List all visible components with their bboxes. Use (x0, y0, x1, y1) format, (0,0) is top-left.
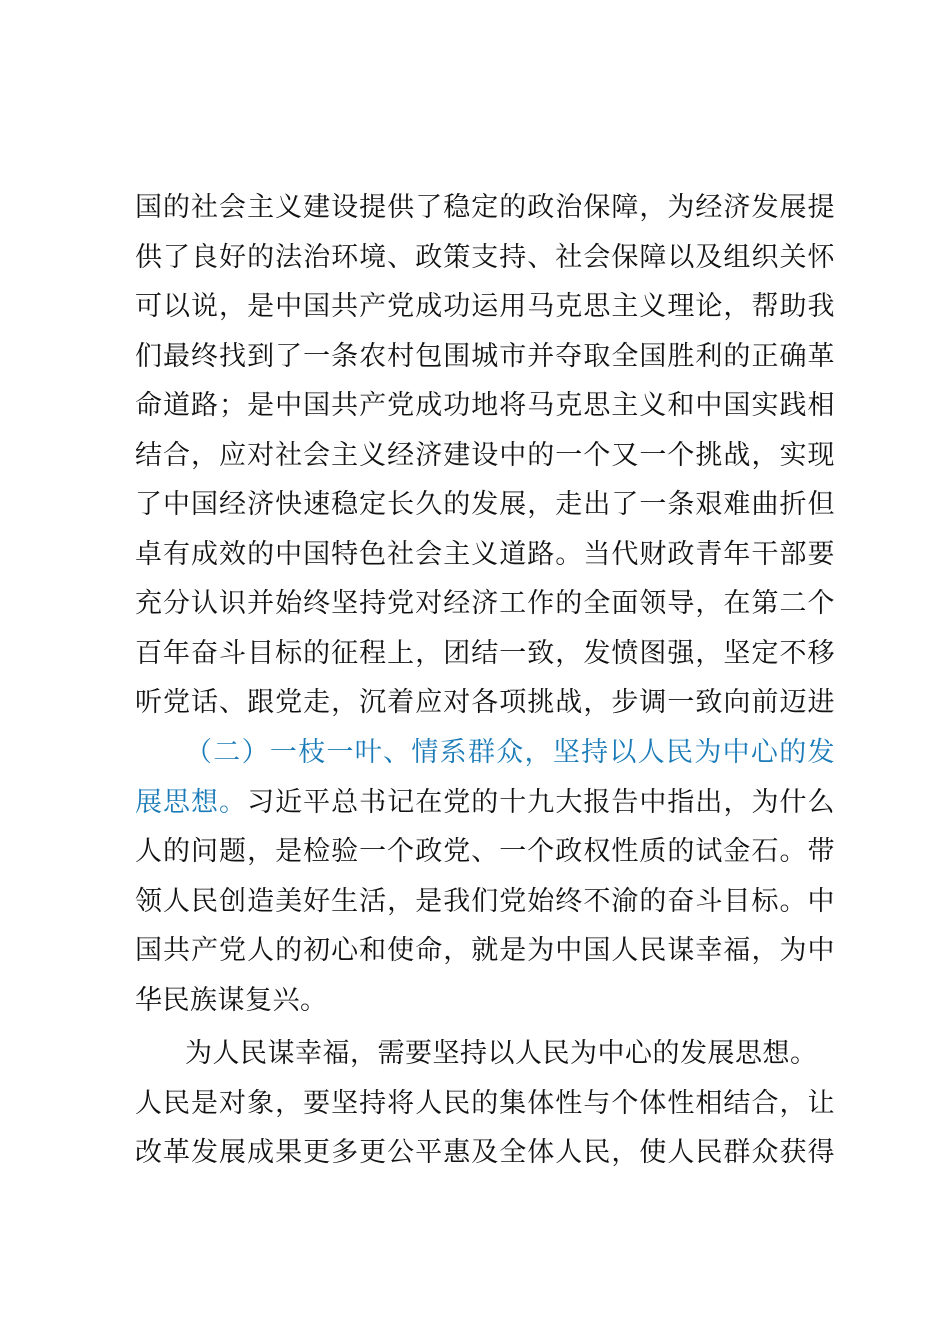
paragraph-line: 充分认识并始终坚持党对经济工作的全面领导，在第二个 (135, 588, 835, 619)
paragraph-line: 命道路；是中国共产党成功地将马克思主义和中国实践相 (135, 390, 835, 421)
paragraph-line: 为人民谋幸福，需要坚持以人民为中心的发展思想。 (185, 1038, 818, 1069)
paragraph-text: 习近平总书记在党的十九大报告中指出，为什么 (247, 786, 836, 818)
paragraph-2 (135, 728, 835, 1025)
paragraph-1 (135, 183, 835, 728)
section-heading-end: 展思想。 (135, 786, 248, 818)
paragraph-line: 结合，应对社会主义经济建设中的一个又一个挑战，实现 (135, 439, 835, 471)
paragraph-line: 听党话、跟党走，沉着应对各项挑战，步调一致向前迈进 (135, 687, 835, 718)
paragraph-line: 领人民创造美好生活，是我们党始终不渝的奋斗目标。中 (135, 885, 835, 917)
section-heading-line: （二）一枝一叶、情系群众，坚持以人民为中心的发 (185, 737, 835, 768)
paragraph-line: 百年奋斗目标的征程上，团结一致，发愤图强，坚定不移 (135, 637, 835, 669)
paragraph-line: 们最终找到了一条农村包围城市并夺取全国胜利的正确革 (135, 340, 835, 372)
paragraph-line: 人的问题，是检验一个政党、一个政权性质的试金石。带 (135, 836, 835, 867)
paragraph-line: 了中国经济快速稳定长久的发展，走出了一条艰难曲折但 (135, 489, 835, 520)
paragraph-line: 改革发展成果更多更公平惠及全体人民，使人民群众获得 (135, 1137, 835, 1168)
paragraph-line: 可以说，是中国共产党成功运用马克思主义理论，帮助我 (135, 291, 835, 322)
paragraph-line (135, 778, 835, 828)
paragraph-line: 卓有成效的中国特色社会主义道路。当代财政青年干部要 (135, 538, 835, 570)
paragraph-line: 华民族谋复兴。 (135, 984, 328, 1016)
paragraph-line: 国共产党人的初心和使命，就是为中国人民谋幸福，为中 (135, 935, 835, 966)
paragraph-line: 供了良好的法治环境、政策支持、社会保障以及组织关怀 (135, 241, 835, 273)
paragraph-line: 国的社会主义建设提供了稳定的政治保障，为经济发展提 (135, 192, 835, 223)
paragraph-line: 人民是对象，要坚持将人民的集体性与个体性相结合，让 (135, 1087, 835, 1119)
paragraph-3 (135, 1029, 835, 1178)
